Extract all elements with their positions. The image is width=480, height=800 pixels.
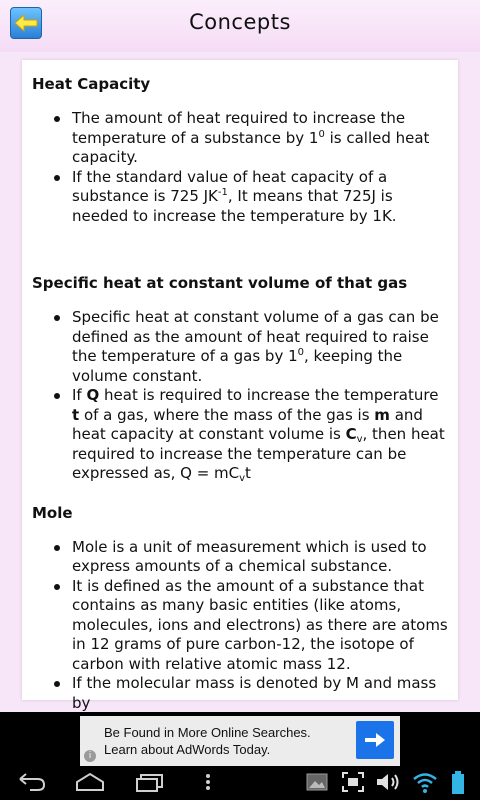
section-heading: Mole <box>32 503 73 522</box>
ad-bar <box>0 712 480 766</box>
list-item: If the standard value of heat capacity of a substance is 725 $JK^{-1}$, It means that 725J is needed to increase the temperature by 1K. <box>58 168 458 227</box>
list-item: Specific heat at constant volume of a gas can be defined as the amount of heat required to raise the temperature of a gas by $1^0$, keeping the volume constant. <box>58 308 458 386</box>
ad-line-2: Learn about AdWords Today. <box>104 742 271 757</box>
recent-apps-icon[interactable] <box>134 770 166 794</box>
ad-line-1: Be Found in More Online Searches. <box>104 725 311 740</box>
info-icon[interactable]: i <box>84 750 96 762</box>
arrow-right-icon <box>364 731 386 749</box>
section-heading: Specific heat at constant volume of that gas <box>32 274 408 292</box>
ad-text <box>104 724 311 758</box>
ad-arrow-button[interactable] <box>356 721 394 759</box>
home-icon[interactable] <box>74 770 106 794</box>
app-header <box>0 0 480 52</box>
section-heat-capacity <box>32 75 458 226</box>
list-item: It is defined as the amount of a substance that contains as many basic entities (like atoms, molecules, ions and electrons) as there are atoms in 12 grams of pure carbon-12, the isotope of carbon with relative atomic mass 12. <box>58 577 458 675</box>
menu-icon[interactable] <box>200 770 216 794</box>
content-card[interactable] <box>22 60 458 712</box>
system-navigation-bar <box>0 766 480 800</box>
battery-icon[interactable] <box>450 770 466 796</box>
page-title: Concepts <box>189 10 291 34</box>
back-icon[interactable] <box>16 770 48 794</box>
list-item: If the molecular mass is denoted by M and mass by <box>58 674 458 713</box>
section-mole <box>32 504 458 714</box>
list-item: Mole is a unit of measurement which is used to express amounts of a chemical substance. <box>58 538 458 577</box>
ad-banner[interactable] <box>80 716 400 766</box>
screenshot-icon[interactable] <box>340 770 366 794</box>
volume-icon[interactable] <box>375 770 403 794</box>
list-item: The amount of heat required to increase the temperature of a substance by $1^0$ is called heat capacity. <box>58 109 458 168</box>
section-specific-heat <box>32 274 458 484</box>
wifi-icon[interactable] <box>412 770 438 794</box>
list-item: If Q heat is required to increase the temperature t of a gas, where the mass of the gas is m and heat capacity at constant volume is $C_v$, then heat required to increase the temperature can be expressed as, $Q = mC_vt$ <box>58 386 458 484</box>
section-heading: Heat Capacity <box>32 75 151 93</box>
gallery-icon[interactable] <box>305 770 329 794</box>
